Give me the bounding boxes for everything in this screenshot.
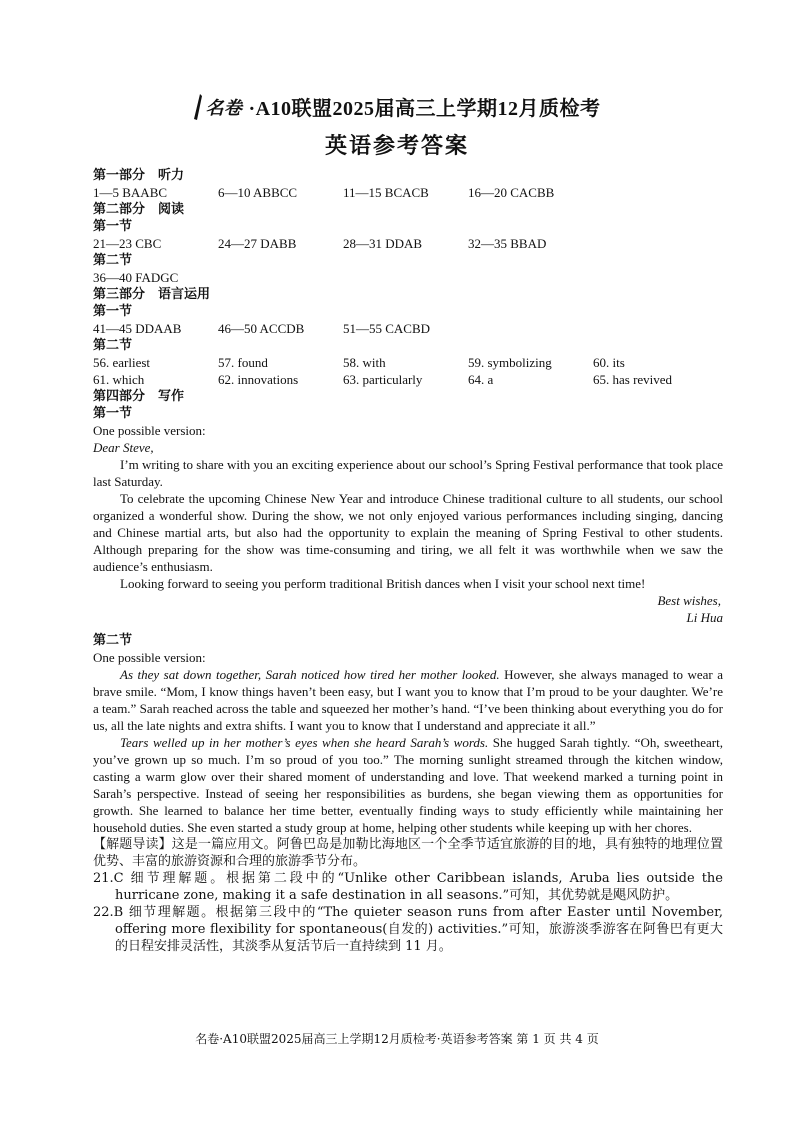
part4-title: 第四部分 写作 (93, 389, 185, 404)
answer-range: 16—20 CACBB (468, 185, 555, 200)
brush-stroke-icon (193, 93, 203, 121)
part3-sec2-row1 (93, 354, 723, 371)
fill-answer: 58. with (343, 355, 386, 370)
letter-greeting: Dear Steve, (93, 440, 154, 455)
part1-title: 第一部分 听力 (93, 168, 185, 183)
analysis-item: 21.C 细节理解题。根据第二段中的“Unlike other Caribbean islands, Aruba lies outside the hurricane zone, making it a safe destination in all seasons.”可知，其优势就是飓风防护。 (93, 871, 723, 903)
answer-range: 36—40 FADGC (93, 270, 179, 285)
analysis-section (93, 836, 723, 955)
fill-answer: 60. its (593, 355, 625, 370)
fill-answer: 64. a (468, 372, 494, 387)
answer-range: 46—50 ACCDB (218, 321, 305, 336)
title-text: ·A10联盟2025届高三上学期12月质检考 (248, 98, 601, 120)
part2-title: 第二部分 阅读 (93, 202, 185, 217)
part4-sec1-title: 第一节 (93, 406, 133, 421)
story-body: She hugged Sarah tightly. “Oh, sweetheart, you’ve grown up so much. I’m so proud of you too.” The morning sunlight streamed through the kitchen window, casting a warm glow over their shared moment of understanding and love. That weekend marked a turning point in Sarah’s perspective. Instead of seeing her responsibilities as burdens, she began viewing them as opportunities for growth. She learned to balance her time better, eventually finding ways to study efficiently while maintaining her household duties. She even started a study group at home, helping other students while keeping up with her chores. (93, 735, 723, 835)
document-header (0, 92, 794, 160)
analysis-intro: 【解题导读】这是一篇应用文。阿鲁巴岛是加勒比海地区一个全季节适宜旅游的目的地，具有独特的地理位置优势、丰富的旅游资源和合理的旅游季节分布。 (93, 837, 723, 869)
part3-sec1-answers (93, 320, 723, 337)
story-lead-sentence: Tears welled up in her mother’s eyes when she heard Sarah’s words. (120, 735, 489, 750)
fill-answer: 59. symbolizing (468, 355, 552, 370)
analysis-item: 22.B 细节理解题。根据第三段中的“The quieter season runs from after Easter until November, offering more flexibility for spontaneous(自发的) activities.”可知，旅游淡季游客在阿鲁巴有更大的日程安排灵活性，其淡季从复活节后一直持续到 11 月。 (93, 905, 723, 954)
answer-range: 11—15 BCACB (343, 185, 429, 200)
possible-version-label: One possible version: (93, 423, 206, 438)
brand-logo (193, 93, 242, 121)
answer-range: 1—5 BAABC (93, 185, 168, 200)
part2-sec2-answers (93, 269, 723, 286)
story-paragraph (93, 734, 723, 836)
letter-paragraph: I’m writing to share with you an exciting experience about our school’s Spring Festival performance that took place last Saturday. (93, 457, 723, 489)
story-paragraph (93, 666, 723, 734)
part3-sec2-row2 (93, 371, 723, 388)
answer-range: 6—10 ABBCC (218, 185, 298, 200)
fill-answer: 65. has revived (593, 372, 673, 387)
part2-sec1-answers (93, 235, 723, 252)
fill-answer: 62. innovations (218, 372, 299, 387)
part2-sec2-title: 第二节 (93, 253, 133, 268)
letter-signature: Li Hua (686, 610, 723, 625)
answer-range: 51—55 CACBD (343, 321, 431, 336)
part3-sec2-title: 第二节 (93, 338, 133, 353)
answer-range: 32—35 BBAD (468, 236, 547, 251)
fill-answer: 61. which (93, 372, 145, 387)
answer-range: 21—23 CBC (93, 236, 162, 251)
letter-closing: Best wishes, (657, 593, 721, 608)
fill-answer: 57. found (218, 355, 268, 370)
answer-range: 28—31 DDAB (343, 236, 423, 251)
document-subtitle: 英语参考答案 (324, 133, 469, 158)
fill-answer: 56. earliest (93, 355, 151, 370)
part3-title: 第三部分 语言运用 (93, 287, 211, 302)
story-body: However, she always managed to wear a brave smile. “Mom, I know things haven’t been easy, but I want you to know that I’m proud to be your daughter. We’re a team.” Sarah reached across the table and squeezed her mother’s hand. “I’ve been thinking about everything you do for us, all the late nights and extra shifts. I want you to know that I understand and appreciate it all.” (93, 667, 724, 733)
answer-range: 41—45 DDAAB (93, 321, 182, 336)
part3-sec1-title: 第一节 (93, 304, 133, 319)
letter-paragraph: Looking forward to seeing you perform traditional British dances when I visit your school next time! (120, 576, 646, 591)
answer-content (93, 167, 723, 955)
letter-paragraph: To celebrate the upcoming Chinese New Year and introduce Chinese traditional culture to all students, our school organized a wonderful show. During the show, we not only enjoyed various performances including singing, dancing and Chinese martial arts, but also had the opportunity to explain the meaning of Spring Festival to other students. Although preparing for the show was time-consuming and tiring, we all felt it was worthwhile when we saw the audience’s enthusiasm. (93, 491, 723, 574)
document-title (0, 92, 794, 121)
possible-version-label: One possible version: (93, 650, 206, 665)
story-lead-sentence: As they sat down together, Sarah noticed how tired her mother looked. (120, 667, 500, 682)
part2-sec1-title: 第一节 (93, 219, 133, 234)
page-footer: 名卷·A10联盟2025届高三上学期12月质检考·英语参考答案 第 1 页 共 4 页 (195, 1032, 599, 1046)
logo-text: 名卷 (205, 97, 243, 119)
answer-range: 24—27 DABB (218, 236, 297, 251)
part4-sec2-title: 第二节 (93, 633, 133, 648)
part1-answers (93, 184, 723, 201)
fill-answer: 63. particularly (343, 372, 423, 387)
